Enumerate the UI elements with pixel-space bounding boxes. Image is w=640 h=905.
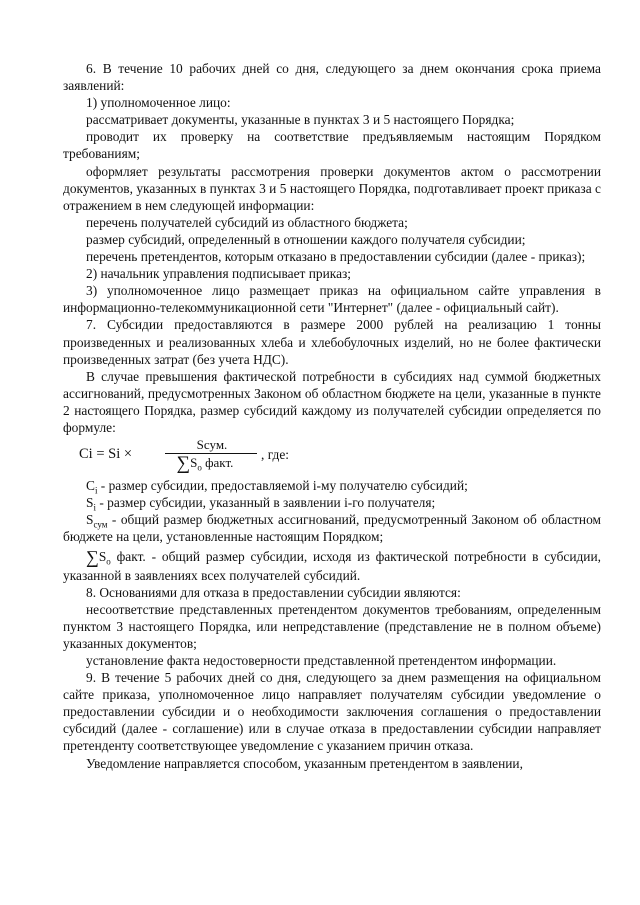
paragraph-6-item-1: 1) уполномоченное лицо: [86,95,231,111]
paragraph-refusal-false-info: установление факта недостоверности представленной претендентом информации. [86,653,557,668]
definition-si [63,494,601,511]
definition-sum-so [63,548,601,583]
def-text: - общий размер субсидии, исходя из фактической потребности в субсидии, указанной в заявлениях всех получателей субсидий. [63,549,601,583]
def-symbol: S [86,495,94,511]
formula-den-var: S [190,455,198,471]
def-suffix: факт. [110,549,146,565]
paragraph-6: 6. В течение 10 рабочих дней со дня, следующего за днем окончания срока приема заявлений: [63,61,601,94]
paragraph-7: 7. Субсидии предоставляются в размере 2000 рублей на реализацию 1 тонны произведенных и реализованных хлеба и хлебобулочных изделий, но не более фактически произведенных затрат (без учета НДС). [63,317,601,367]
paragraph-check-documents: проводит их проверку на соответствие предъявляемым настоящим Порядком требованиям; [63,129,601,162]
sum-sign-icon: ∑ [176,453,191,475]
paragraph-9: 9. В течение 5 рабочих дней со дня, следующего за днем размещения на официальном сайте приказа, уполномоченное лицо направляет получателям субсидии уведомление о предоставлении субсидии и о необходимости заключения соглашения о предоставлении субсидий (далее - соглашение) или в случае отказа в предоставлении субсидии направляет претенденту соответствующее уведомление с указанием причин отказа. [63,670,601,754]
formula-den-sub: о [197,462,202,473]
formula-fraction [151,437,259,473]
def-subscript: сум [93,519,108,530]
def-symbol: C [86,478,95,494]
formula-tail: , где: [261,447,289,463]
paragraph-issue-act: оформляет результаты рассмотрения проверки документов актом о рассмотрении документов, указанных в пунктах 3 и 5 настоящего Порядка, подготавливает проект приказа с отражением в нем следующей информации: [63,163,601,213]
paragraph-refusal-nonconformity: несоответствие представленных претендентом документов требованиям, определенным пунктом 3 настоящего Порядка, или непредставление (представление не в полном объеме) указанных документов; [63,601,601,651]
document-body [63,60,601,772]
definition-ci [63,477,601,494]
def-text: - общий размер бюджетных ассигнований, предусмотренный Законом об областном бюджете на цели, установленные настоящим Порядком; [63,512,601,545]
paragraph-6-item-2: 2) начальник управления подписывает приказ; [86,266,352,282]
paragraph-recipients-list: перечень получателей субсидий из областного бюджета; [86,214,408,230]
formula-lhs: Ci = Si × [79,446,133,463]
def-symbol: S [98,549,107,565]
definition-ssum [63,511,601,545]
paragraph-refused-list: перечень претендентов, которым отказано в предоставлении субсидии (далее - приказ); [86,249,586,265]
formula-denominator [151,454,259,473]
def-text: - размер субсидии, указанный в заявлении i-го получателя; [95,495,436,511]
subsidy-formula [63,437,601,475]
paragraph-review-documents: рассматривает документы, указанные в пунктах 3 и 5 настоящего Порядка; [86,112,515,128]
paragraph-8: 8. Основаниями для отказа в предоставлении субсидии являются: [86,584,461,600]
paragraph-6-item-3: 3) уполномоченное лицо размещает приказ на официальном сайте управления в информационно-телекоммуникационной сети "Интернет" (далее - официальный сайт). [63,283,601,316]
def-subscript: i [94,485,98,496]
def-subscript: i [93,502,96,513]
def-text: - размер субсидии, предоставляемой i-му получателю субсидий; [97,478,468,494]
paragraph-excess-demand: В случае превышения фактической потребности в субсидиях над суммой бюджетных ассигнований, предусмотренных Законом об областном бюджете на цели, указанные в пункте 2 настоящего Порядка, размер субсидий каждому из получателей субсидии определяется по формуле: [63,368,601,435]
formula-numerator: Sсум. [196,437,228,453]
def-symbol: S [86,512,94,528]
sum-sign-icon: ∑ [86,547,99,568]
paragraph-notification: Уведомление направляется способом, указанным претендентом в заявлении, [86,755,523,771]
def-subscript: о [106,557,111,568]
paragraph-subsidy-size: размер субсидий, определенный в отношении каждого получателя субсидии; [86,231,526,247]
formula-den-suffix: факт. [201,455,234,471]
